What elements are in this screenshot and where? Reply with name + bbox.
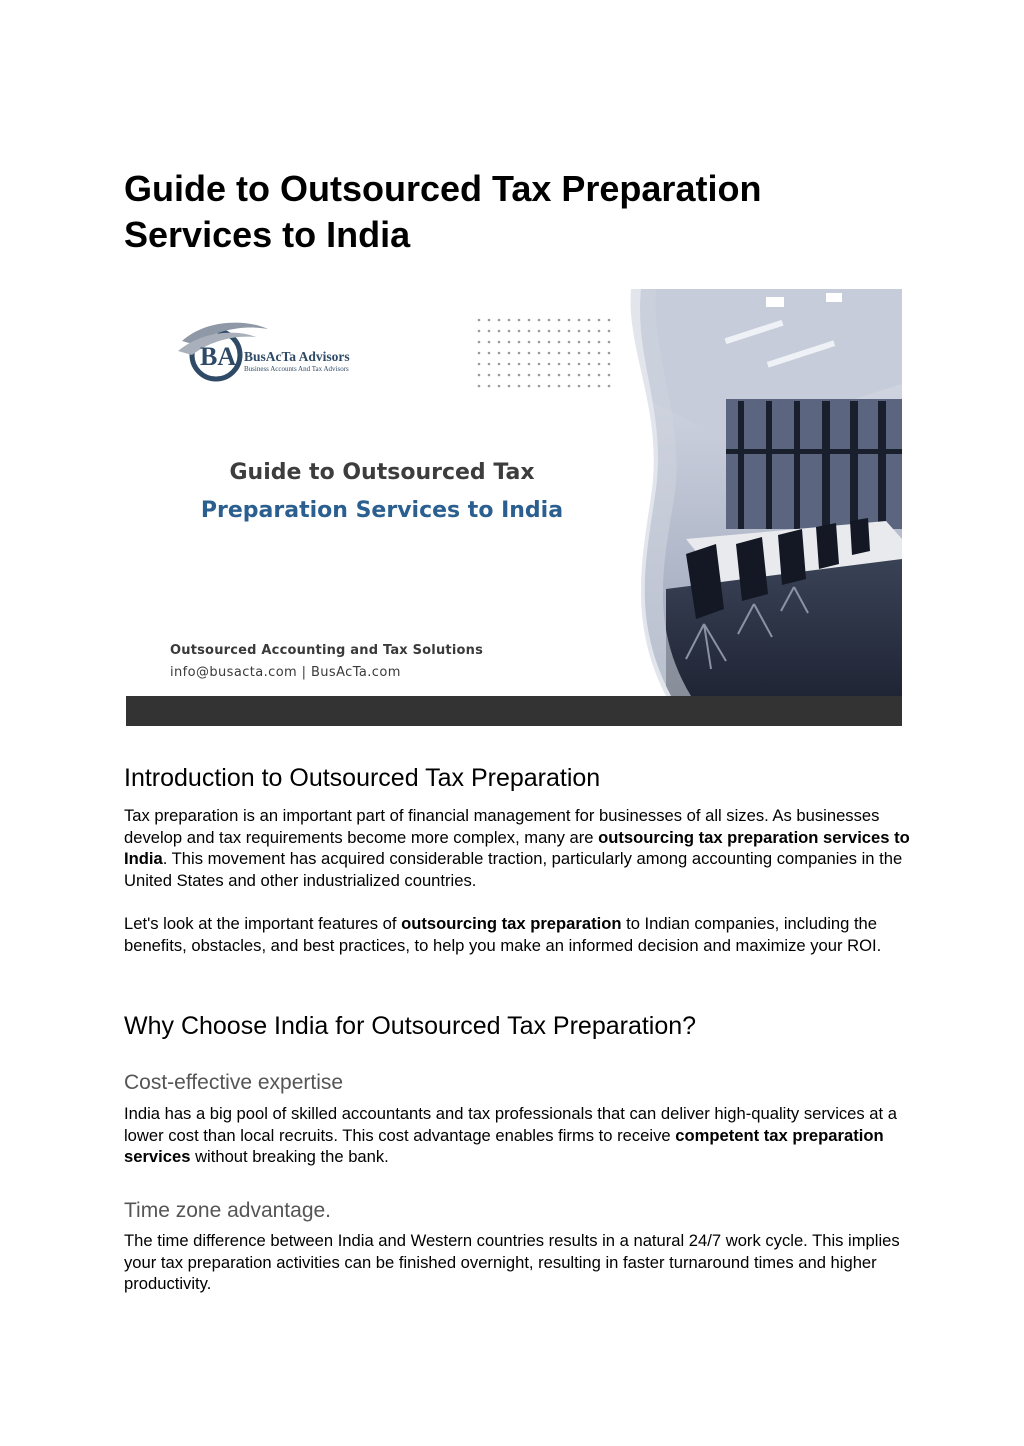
intro-paragraph-2: Let's look at the important features of outsourcing tax preparation to Indian companies, including the benefits, obstacles, and best practices, to help you make an informed decision and maximize your ROI. (124, 914, 882, 955)
banner-subheading: Outsourced Accounting and Tax Solutions (170, 643, 484, 658)
intro-bold-phrase: outsourcing tax preparation services to India (124, 827, 910, 869)
banner-footer-bar (126, 696, 902, 726)
intro-heading: Introduction to Outsourced Tax Preparation (124, 764, 601, 792)
why-india-heading: Why Choose India for Outsourced Tax Preparation? (124, 1012, 697, 1040)
cost-paragraph: India has a big pool of skilled accountants and tax professionals that can deliver high-quality services at a lower cost than local recruits. This cost advantage enables firms to receive competent tax preparation services without breaking the bank. (124, 1104, 897, 1167)
dot-pattern-decoration (476, 317, 616, 389)
banner-contact: info@busacta.com | BusAcTa.com (170, 665, 401, 680)
timezone-heading: Time zone advantage. (124, 1199, 332, 1222)
banner-heading-line1: Guide to Outsourced Tax (229, 460, 535, 485)
svg-text:BA: BA (200, 342, 237, 371)
banner-image (126, 289, 902, 726)
banner-heading-line2: Preparation Services to India (200, 498, 564, 523)
intro-paragraph-1: Tax preparation is an important part of financial management for businesses of all sizes. As businesses develop and tax requirements become more complex, many are outsourcing tax preparation services to India. This movement has acquired considerable traction, particularly among accounting companies in the United States and other industrialized countries. (124, 806, 910, 891)
page-title: Guide to Outsourced Tax Preparation Services to India (124, 168, 762, 255)
cost-heading: Cost-effective expertise (124, 1071, 344, 1094)
logo-name: BusAcTa Advisors (244, 349, 350, 364)
timezone-paragraph: The time difference between India and Western countries results in a natural 24/7 work cycle. This implies your tax preparation activities can be finished overnight, resulting in faster turnaround times and higher productivity. (124, 1231, 900, 1294)
cost-bold-phrase: competent tax preparation services (124, 1125, 884, 1167)
logo-tagline: Business Accounts And Tax Advisors (244, 365, 349, 373)
intro-bold-phrase-2: outsourcing tax preparation (401, 914, 622, 933)
